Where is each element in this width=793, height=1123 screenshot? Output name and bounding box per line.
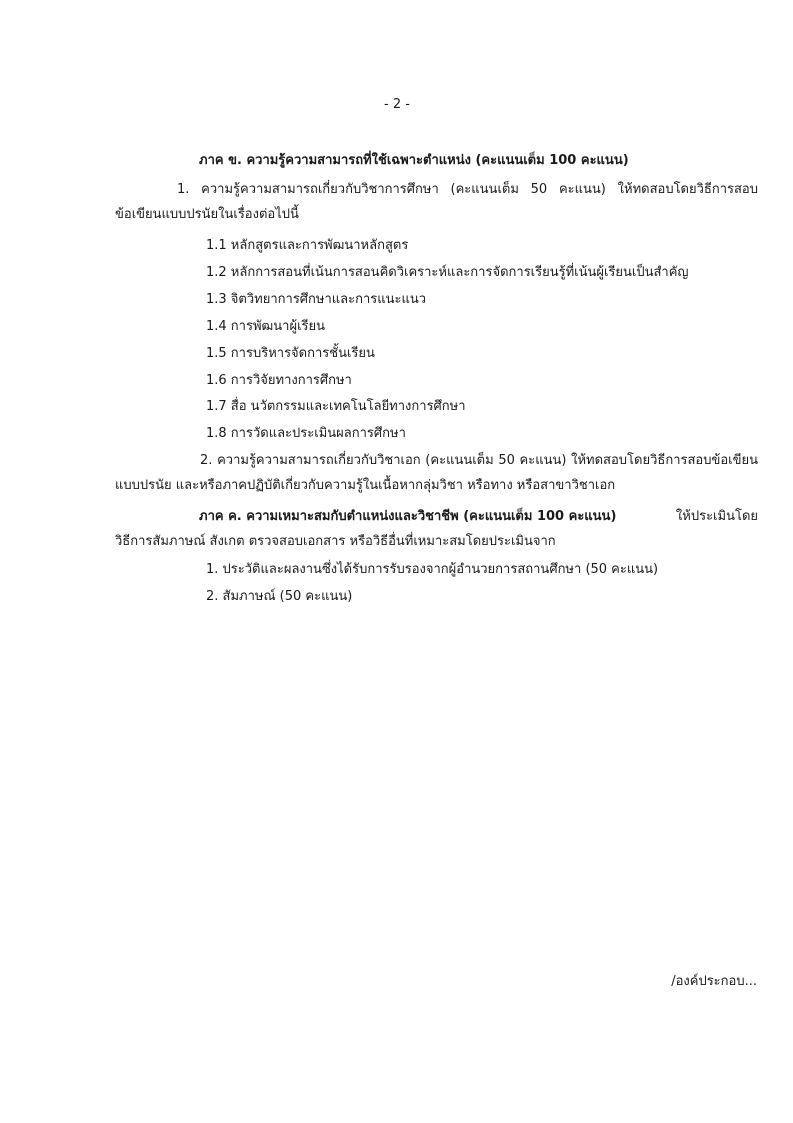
subitem-1-4: 1.4 การพัฒนาผู้เรียน: [206, 319, 326, 334]
subitem-1-6: 1.6 การวิจัยทางการศึกษา: [206, 373, 352, 388]
subitem-1-3: 1.3 จิตวิทยาการศึกษาและการแนะแนว: [206, 292, 427, 307]
section-b-item-1: [115, 181, 758, 224]
subitem-1-5: 1.5 การบริหารจัดการชั้นเรียน: [206, 346, 375, 361]
subitem-1-7: 1.7 สื่อ นวัตกรรมและเทคโนโลยีทางการศึกษา: [206, 399, 466, 414]
continuation-marker: /องค์ประกอบ...: [671, 974, 757, 989]
section-c-heading: ภาค ค. ความเหมาะสมกับตำแหน่งและวิชาชีพ (คะแนนเต็ม 100 คะแนน): [199, 509, 617, 524]
section-b-item-1-line-1: 1. ความรู้ความสามารถเกี่ยวกับวิชาการศึกษา (คะแนนเต็ม 50 คะแนน) ให้ทดสอบโดยวิธีการสอบ: [177, 182, 758, 197]
subitem-1-8: 1.8 การวัดและประเมินผลการศึกษา: [206, 426, 406, 441]
subitem-1-1: 1.1 หลักสูตรและการพัฒนาหลักสูตร: [206, 238, 409, 253]
section-c-heading-row: [199, 508, 758, 526]
section-b-item-2-line-1: 2. ความรู้ความสามารถเกี่ยวกับวิชาเอก (คะแนนเต็ม 50 คะแนน) ให้ทดสอบโดยวิธีการสอบข้อเขียน: [200, 453, 758, 468]
page-number: - 2 -: [384, 97, 410, 112]
section-b-item-2-line-2: แบบปรนัย และหรือภาคปฏิบัติเกี่ยวกับความรู้ในเนื้อหากลุ่มวิชา หรือทาง หรือสาขาวิชาเอก: [115, 478, 616, 493]
section-b-item-1-line-2: ข้อเขียนแบบปรนัยในเรื่องต่อไปนี้: [115, 207, 299, 222]
section-c-heading-tail: ให้ประเมินโดย: [675, 509, 758, 524]
section-b-item-2: [115, 452, 758, 495]
section-b-heading: ภาค ข. ความรู้ความสามารถที่ใช้เฉพาะตำแหน่ง (คะแนนเต็ม 100 คะแนน): [199, 153, 629, 168]
section-c-item-1: 1. ประวัติและผลงานซึ่งได้รับการรับรองจากผู้อำนวยการสถานศึกษา (50 คะแนน): [206, 562, 659, 577]
subitem-1-2: 1.2 หลักการสอนที่เน้นการสอนคิดวิเคราะห์และการจัดการเรียนรู้ที่เน้นผู้เรียนเป็นสำคัญ: [206, 265, 689, 280]
section-c-line-2: วิธีการสัมภาษณ์ สังเกต ตรวจสอบเอกสาร หรือวิธีอื่นที่เหมาะสมโดยประเมินจาก: [115, 534, 556, 549]
section-c-item-2: 2. สัมภาษณ์ (50 คะแนน): [206, 589, 353, 604]
